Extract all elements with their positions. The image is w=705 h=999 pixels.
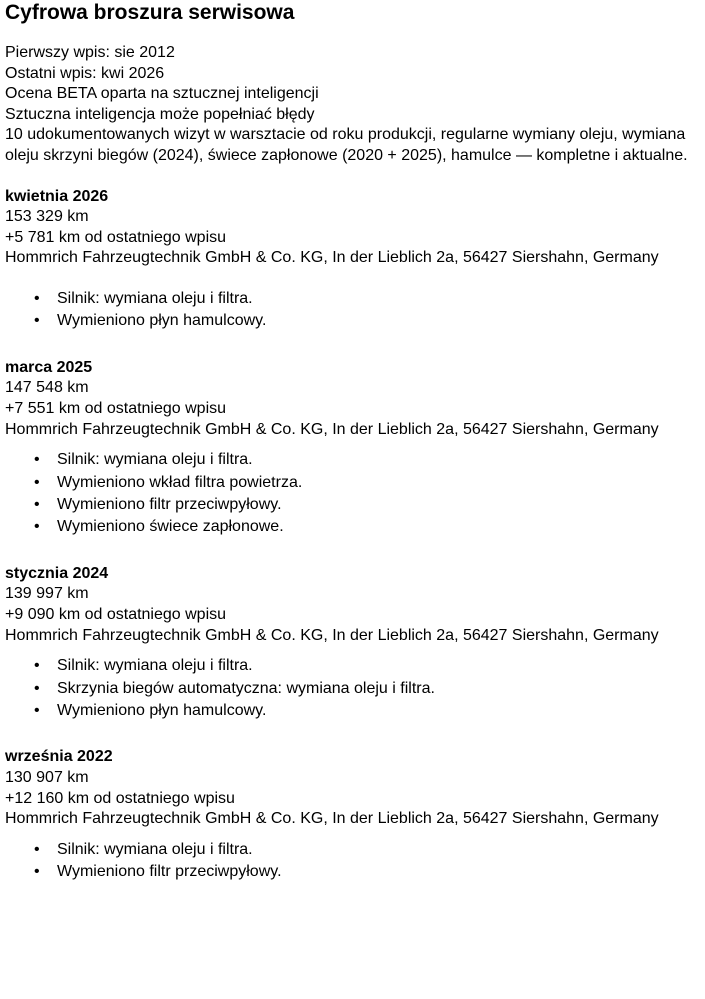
bullet-icon: •	[34, 679, 40, 697]
entry-items-list	[5, 288, 700, 333]
entry-date: stycznia 2024	[5, 564, 109, 582]
entry-date: września 2022	[5, 748, 113, 766]
bullet-icon: •	[34, 451, 40, 469]
list-item-text: Silnik: wymiana oleju i filtra.	[57, 840, 253, 858]
list-item-text: Silnik: wymiana oleju i filtra.	[57, 289, 253, 307]
bullet-icon: •	[34, 701, 40, 719]
list-item-text: Wymieniono płyn hamulcowy.	[57, 701, 267, 719]
service-entry	[5, 747, 700, 883]
list-item-text: Wymieniono wkład filtra powietrza.	[57, 473, 303, 491]
service-entry	[5, 187, 700, 333]
bullet-icon: •	[34, 289, 40, 307]
service-entry	[5, 358, 700, 539]
entry-garage: Hommrich Fahrzeugtechnik GmbH & Co. KG, In der Lieblich 2a, 56427 Siershahn, Germany	[5, 810, 659, 828]
last-entry-text: Ostatni wpis: kwi 2026	[5, 64, 165, 82]
list-item-text: Wymieniono płyn hamulcowy.	[57, 312, 267, 330]
list-item	[5, 839, 700, 861]
entry-mileage-delta: +12 160 km od ostatniego wpisu	[5, 789, 235, 807]
bullet-icon: •	[34, 473, 40, 491]
service-booklet-page	[5, 0, 700, 884]
entry-items-list	[5, 449, 700, 539]
entry-date: marca 2025	[5, 358, 93, 376]
service-entry	[5, 564, 700, 723]
entry-items-list	[5, 655, 700, 722]
list-item	[5, 678, 700, 700]
entry-mileage: 147 548 km	[5, 379, 89, 397]
list-item	[5, 655, 700, 677]
entry-items-list	[5, 839, 700, 884]
entry-date: kwietnia 2026	[5, 187, 109, 205]
page-title: Cyfrowa broszura serwisowa	[5, 1, 295, 24]
list-item	[5, 288, 700, 310]
entry-mileage-delta: +9 090 km od ostatniego wpisu	[5, 605, 227, 623]
bullet-icon: •	[34, 840, 40, 858]
summary-section	[5, 43, 700, 167]
list-item-text: Wymieniono świece zapłonowe.	[57, 518, 284, 536]
list-item-text: Skrzynia biegów automatyczna: wymiana oleju i filtra.	[57, 679, 435, 697]
list-item-text: Silnik: wymiana oleju i filtra.	[57, 657, 253, 675]
bullet-icon: •	[34, 657, 40, 675]
ai-rating-text: Ocena BETA oparta na sztucznej inteligencji	[5, 85, 319, 103]
entry-mileage: 153 329 km	[5, 208, 89, 226]
list-item	[5, 700, 700, 722]
entry-mileage: 139 997 km	[5, 585, 89, 603]
list-item	[5, 310, 700, 332]
bullet-icon: •	[34, 863, 40, 881]
list-item-text: Wymieniono filtr przeciwpyłowy.	[57, 863, 282, 881]
list-item	[5, 494, 700, 516]
entry-mileage-delta: +5 781 km od ostatniego wpisu	[5, 228, 227, 246]
entry-garage: Hommrich Fahrzeugtechnik GmbH & Co. KG, In der Lieblich 2a, 56427 Siershahn, Germany	[5, 420, 659, 438]
bullet-icon: •	[34, 518, 40, 536]
bullet-icon: •	[34, 312, 40, 330]
list-item	[5, 449, 700, 471]
list-item	[5, 472, 700, 494]
ai-disclaimer-text: Sztuczna inteligencja może popełniać błędy	[5, 105, 315, 123]
bullet-icon: •	[34, 495, 40, 513]
list-item-text: Wymieniono filtr przeciwpyłowy.	[57, 495, 282, 513]
list-item	[5, 516, 700, 538]
list-item	[5, 861, 700, 883]
entry-garage: Hommrich Fahrzeugtechnik GmbH & Co. KG, In der Lieblich 2a, 56427 Siershahn, Germany	[5, 249, 659, 267]
ai-summary-text: 10 udokumentowanych wizyt w warsztacie od roku produkcji, regularne wymiany oleju, wymiana oleju skrzyni biegów (2024), świece zapłonowe (2020 + 2025), hamulce — kompletne i aktualne.	[5, 126, 688, 164]
first-entry-text: Pierwszy wpis: sie 2012	[5, 44, 175, 61]
entry-garage: Hommrich Fahrzeugtechnik GmbH & Co. KG, In der Lieblich 2a, 56427 Siershahn, Germany	[5, 626, 659, 644]
entry-mileage: 130 907 km	[5, 768, 89, 786]
list-item-text: Silnik: wymiana oleju i filtra.	[57, 451, 253, 469]
entry-mileage-delta: +7 551 km od ostatniego wpisu	[5, 399, 227, 417]
